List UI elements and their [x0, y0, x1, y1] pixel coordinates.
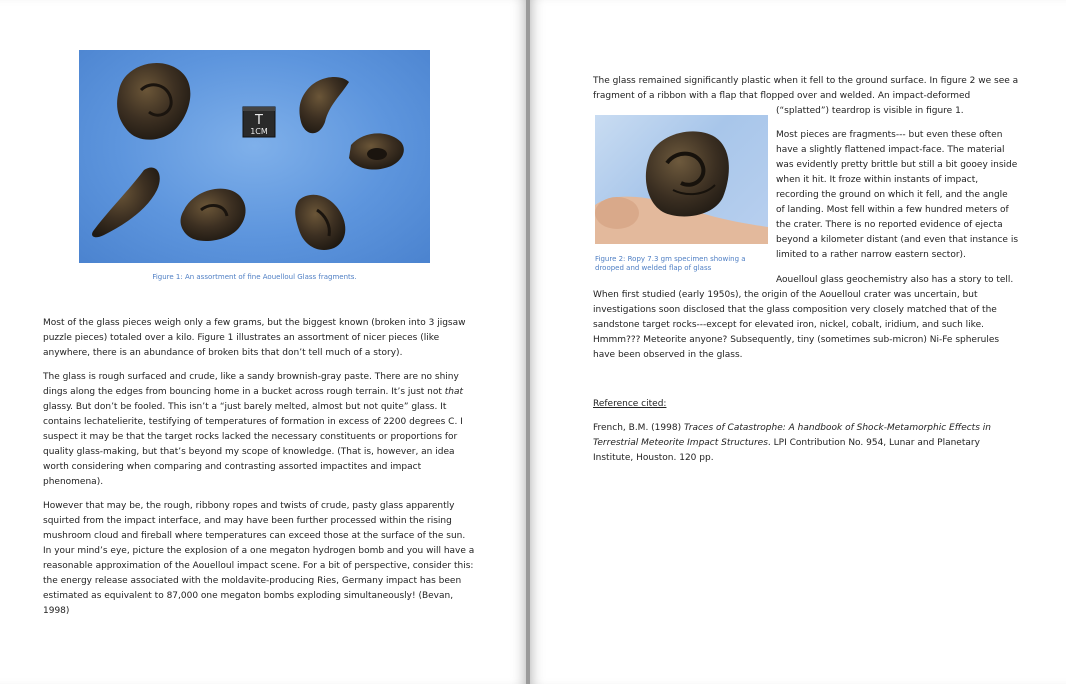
reference-heading: Reference cited: — [593, 399, 667, 409]
paragraph-right-2: Most pieces are fragments--- but even these often have a slightly flattened impact-face. The material was evidently pretty brittle but still a bit gooey inside when it hit. It froze within instants of impact, recording the ground on which it fell, and the angle of landing. Most fell within a few hundred meters of the crater. There is no reported evidence of ejecta beyond a kilometer distant (and even that instance is limited to a rather narrow eastern sector). — [776, 130, 1019, 260]
paragraph-right-1-line-2: fragment of a ribbon with a flap that flopped over and welded. An impact-deformed — [593, 91, 971, 101]
fragment-1 — [117, 63, 190, 140]
reference-entry — [593, 421, 1018, 466]
paragraph-2-part-a: The glass is rough surfaced and crude, like a sandy brownish-gray paste. There are no shiny dings along the edges from bouncing home in a bucket across rough terrain. It’s just not — [43, 372, 459, 397]
scale-cube-label: 1CM — [250, 127, 268, 136]
figure-2-caption: Figure 2: Ropy 7.3 gm specimen showing a drooped and welded flap of glass — [595, 255, 746, 272]
reference-details: . LPI Contribution No. 954, Lunar and Planetary Institute, Houston. 120 pp. — [593, 438, 980, 463]
paragraph-right-3-line-1: Aouelloul glass geochemistry also has a story to tell. — [776, 275, 1014, 285]
paragraph-1: Most of the glass pieces weigh only a few grams, but the biggest known (broken into 3 jigsaw puzzle pieces) totaled over a kilo. Figure 1 illustrates an assortment of nicer pieces (like anywhere, there is an abundance of broken bits that don’t tell much of a story). — [43, 318, 466, 358]
scale-cube-letter: T — [255, 113, 263, 128]
fragment-4 — [92, 168, 160, 238]
ropy-specimen-illustration — [595, 115, 768, 244]
reference-title: Traces of Catastrophe: A handbook of Shock-Metamorphic Effects in Terrestrial Meteorite Impact Structures — [593, 423, 991, 448]
paragraph-right-1-line-3: (“splatted”) teardrop is visible in figure 1. — [776, 106, 964, 116]
fragment-5 — [181, 189, 246, 241]
figure-1-image — [79, 50, 430, 263]
paragraph-2-part-b: glassy. But don’t be fooled. This isn’t a “just barely melted, almost but not quite” glass. It contains lechatelierite, testifying of temperatures of formation in excess of 2200 degrees C. I suspect it may be that the target rocks lacked the necessary constituents or proportions for quality glass-making, but that’s beyond my scope of knowledge. (That is, however, an idea worth considering when comparing and contrasting assorted impactites and impact phenomena). — [43, 402, 463, 487]
paragraph-2-emphasis: that — [444, 387, 464, 397]
paragraph-3: However that may be, the rough, ribbony ropes and twists of crude, pasty glass apparently squirted from the impact interface, and may have been further processed within the rising mushroom cloud and fireball where temperatures can exceed those at the surface of the sun. In your mind’s eye, picture the explosion of a one megaton hydrogen bomb and you will have a reasonable approximation of the Aouelloul impact scene. For a bit of perspective, consider this: the energy release associated with the moldavite-producing Ries, Germany impact has been estimated as equivalent to 87,000 one megaton bombs exploding simultaneously! (Bevan, 1998) — [43, 501, 475, 616]
specimen-body — [646, 131, 729, 216]
paragraph-2 — [43, 370, 475, 490]
right-page — [530, 0, 1066, 684]
paragraph-right-1-line-1: The glass remained significantly plastic when it fell to the ground surface. In figure 2 we see a — [593, 76, 1019, 86]
left-page — [0, 0, 526, 684]
figure-2-image — [595, 115, 768, 244]
paragraph-right-3: When first studied (early 1950s), the origin of the Aouelloul crater was uncertain, but investigations soon disclosed that the glass composition very closely matched that of the sandstone target rocks---except for elevated iron, nickel, cobalt, iridium, and such like. Hmmm??? Meteorite anyone? Subsequently, tiny (sometimes sub-micron) Ni-Fe spherules have been observed in the glass. — [593, 290, 1000, 360]
fragment-6 — [295, 195, 345, 250]
glass-fragments-illustration — [79, 50, 430, 263]
reference-author: French, B.M. (1998) — [593, 423, 684, 433]
scale-cube — [243, 107, 275, 137]
figure-1-caption: Figure 1: An assortment of fine Aouelloul Glass fragments. — [152, 273, 357, 281]
fragment-2 — [299, 77, 349, 133]
